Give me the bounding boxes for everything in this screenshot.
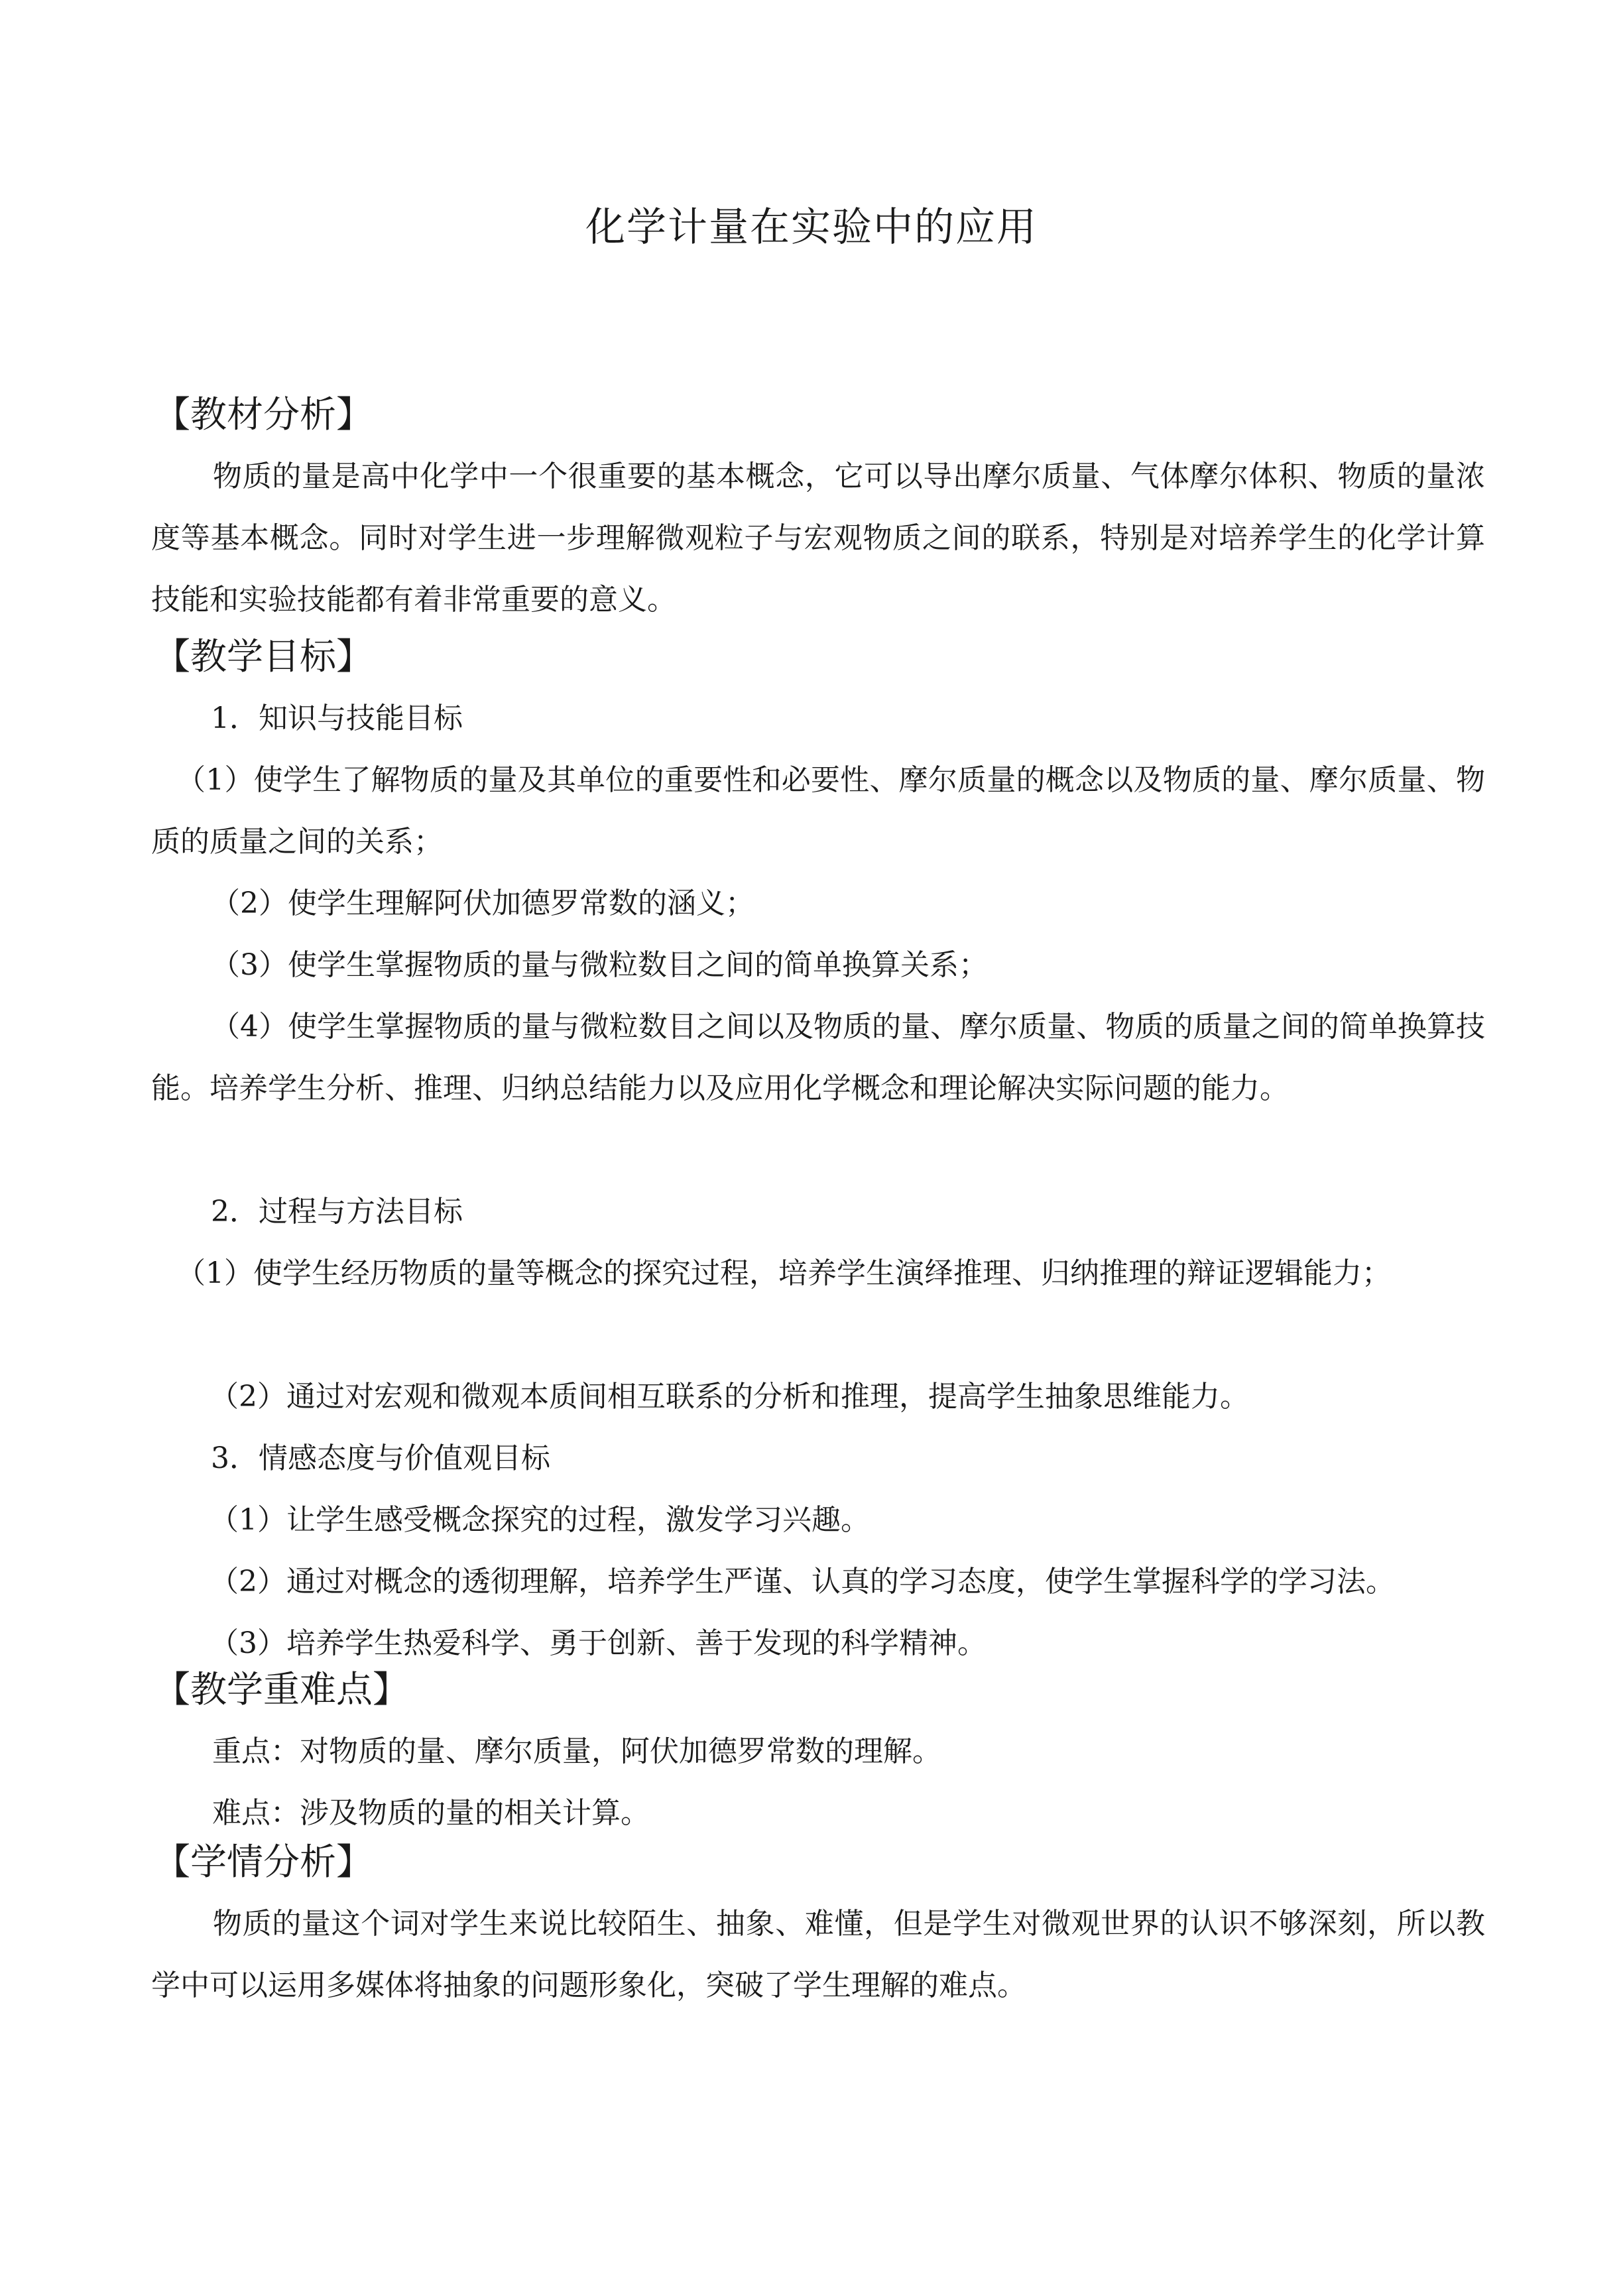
knowledge-skills-item-2: （2）使学生理解阿伏加德罗常数的涵义； bbox=[211, 886, 754, 920]
student-analysis-paragraph: 物质的量这个词对学生来说比较陌生、抽象、难懂，但是学生对微观世界的认识不够深刻，所以教学中可以运用多媒体将抽象的问题形象化，突破了学生理解的难点。 bbox=[151, 1907, 1485, 2002]
difficult-point-text: 难点：涉及物质的量的相关计算。 bbox=[212, 1796, 650, 1830]
knowledge-skills-item-1: （1）使学生了解物质的量及其单位的重要性和必要性、摩尔质量的概念以及物质的量、摩尔质量、物质的质量之间的关系； bbox=[151, 763, 1485, 859]
process-methods-item-1: （1）使学生经历物质的量等概念的探究过程，培养学生演绎推理、归纳推理的辩证逻辑能力； bbox=[176, 1256, 1391, 1290]
objective-attitudes-values-title: 3．情感态度与价值观目标 bbox=[211, 1441, 550, 1475]
knowledge-skills-item-3: （3）使学生掌握物质的量与微粒数目之间的简单换算关系； bbox=[211, 948, 988, 982]
objective-process-methods-title: 2．过程与方法目标 bbox=[211, 1195, 463, 1229]
objective-knowledge-skills-title: 1．知识与技能目标 bbox=[211, 701, 463, 735]
key-point-text: 重点：对物质的量、摩尔质量，阿伏加德罗常数的理解。 bbox=[212, 1734, 941, 1768]
section-heading-textbook-analysis: 【教材分析】 bbox=[154, 393, 373, 436]
attitudes-values-item-2: （2）通过对概念的透彻理解，培养学生严谨、认真的学习态度，使学生掌握科学的学习法。 bbox=[210, 1565, 1395, 1599]
textbook-analysis-paragraph: 物质的量是高中化学中一个很重要的基本概念，它可以导出摩尔质量、气体摩尔体积、物质的量浓度等基本概念。同时对学生进一步理解微观粒子与宏观物质之间的联系，特别是对培养学生的化学计算技能和实验技能都有着非常重要的意义。 bbox=[151, 459, 1485, 617]
process-methods-item-2: （2）通过对宏观和微观本质间相互联系的分析和推理，提高学生抽象思维能力。 bbox=[210, 1380, 1249, 1414]
knowledge-skills-item-4: （4）使学生掌握物质的量与微粒数目之间以及物质的量、摩尔质量、物质的质量之间的简单换算技能。培养学生分析、推理、归纳总结能力以及应用化学概念和理论解决实际问题的能力。 bbox=[151, 1010, 1485, 1105]
document-title: 化学计量在实验中的应用 bbox=[585, 204, 1038, 251]
attitudes-values-item-3: （3）培养学生热爱科学、勇于创新、善于发现的科学精神。 bbox=[210, 1626, 987, 1660]
section-heading-key-difficult-points: 【教学重难点】 bbox=[154, 1668, 410, 1711]
section-heading-student-analysis: 【学情分析】 bbox=[154, 1841, 373, 1883]
attitudes-values-item-1: （1）让学生感受概念探究的过程，激发学习兴趣。 bbox=[210, 1503, 870, 1537]
section-heading-teaching-objectives: 【教学目标】 bbox=[154, 635, 373, 678]
